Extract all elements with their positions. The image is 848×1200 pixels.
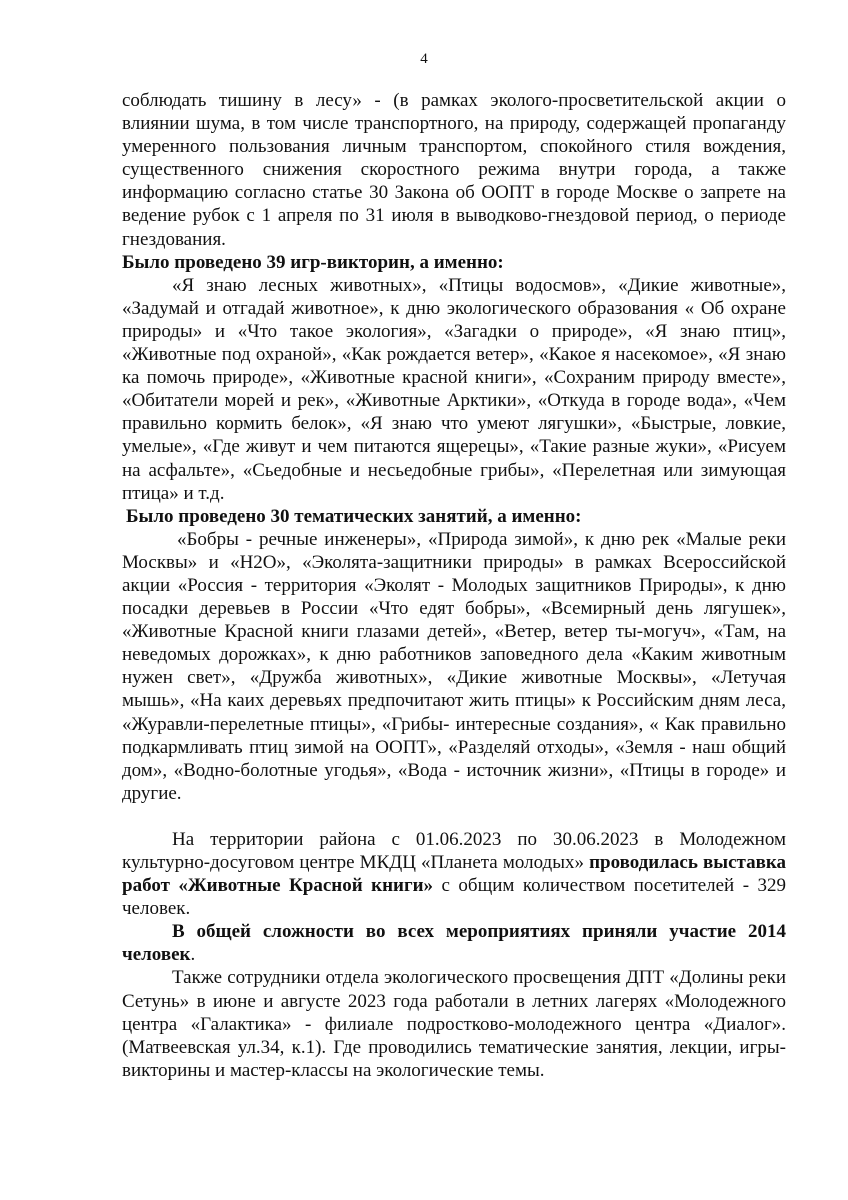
exhibition-highlight: проводилась выставка работ «Животные Красной книги» <box>122 852 786 897</box>
paragraph-quiz-list: «Я знаю лесных животных», «Птицы водосмов», «Дикие животные», «Задумай и отгадай животное», к дню экологического образования « Об охране природы» и «Что такое экология», «Загадки о природе», «Я знаю птиц», «Животные под охраной», «Как рождается ветер», «Какое я насекомое», «Я знаю ка помочь природе», «Животные красной книги», «Сохраним природу вместе», «Обитатели морей и рек», «Животные Арктики», «Откуда в городе вода», «Чем правильно кормить белок», «Я знаю что умеют лягушки», «Быстрые, ловкие, умелые», «Где живут и чем питаются ящерецы», «Такие разные жуки», «Рисуем на асфальте», «Сьедобные и несьедобные грибы», «Перелетная или зимующая птица» и т.д. <box>122 274 786 504</box>
paragraph-lesson-list: «Бобры - речные инженеры», «Природа зимой», к дню рек «Малые реки Москвы» и «Н2О», «Эколята-защитники природы» в рамках Всероссийской акции «Россия - территория «Эколят - Молодых защитников Природы», к дню посадки деревьев в России «Что едят бобры», «Всемирный день лягушек», «Животные Красной книги глазами детей», «Ветер, ветер ты-могуч», «Там, на неведомых дорожках», к дню работников заповедного дела «Каким животным нужен свет», «Дружба животных», «Дикие животные Москвы», «Летучая мышь», «На каих деревьях предпочитают жить птицы» к Российским дням леса, «Журавли-перелетные птицы», «Грибы- интересные создания», « Как правильно подкармливать птиц зимой на ООПТ», «Разделяй отходы», «Земля - наш общий дом», «Водно-болотные угодья», «Вода - источник жизни», «Птицы в городе» и другие. <box>122 528 786 804</box>
page-number: 4 <box>420 51 428 67</box>
document-body <box>122 89 786 1082</box>
heading-lessons: Было проведено 30 тематических занятий, а именно: <box>126 505 582 527</box>
total-participants-period: . <box>190 944 196 966</box>
paragraph-total-participants <box>122 920 786 966</box>
exhibition-text-end: с общим количеством посетителей - 329 человек. <box>122 875 786 920</box>
heading-quizzes: Было проведено 39 игр-викторин, а именно: <box>122 251 504 273</box>
paragraph-exhibition <box>122 828 786 920</box>
paragraph-intro: соблюдать тишину в лесу» - (в рамках эколого-просветительской акции о влиянии шума, в том числе транспортного, на природу, содержащей пропаганду умеренного пользования личным транспортом, спокойного стиля вождения, существенного снижения скоростного режима внутри города, а также информацию согласно статье 30 Закона об ООПТ в городе Москве о запрете на ведение рубок с 1 апреля по 31 июля в выводково-гнездовой период, о периоде гнездования. <box>122 90 786 250</box>
paragraph-summer-camps: Также сотрудники отдела экологического просвещения ДПТ «Долины реки Сетунь» в июне и августе 2023 года работали в летних лагерях «Молодежного центра «Галактика» - филиале подростково-молодежного центра «Диалог». (Матвеевская ул.34, к.1). Где проводились тематические занятия, лекции, игры-викторины и мастер-классы на экологические темы. <box>122 967 786 1081</box>
total-participants-text: В общей сложности во всех мероприятиях приняли участие 2014 человек <box>122 921 786 966</box>
exhibition-text-start: На территории района с 01.06.2023 по 30.06.2023 в Молодежном культурно-досуговом центре МКДЦ «Планета молодых» <box>122 828 786 873</box>
